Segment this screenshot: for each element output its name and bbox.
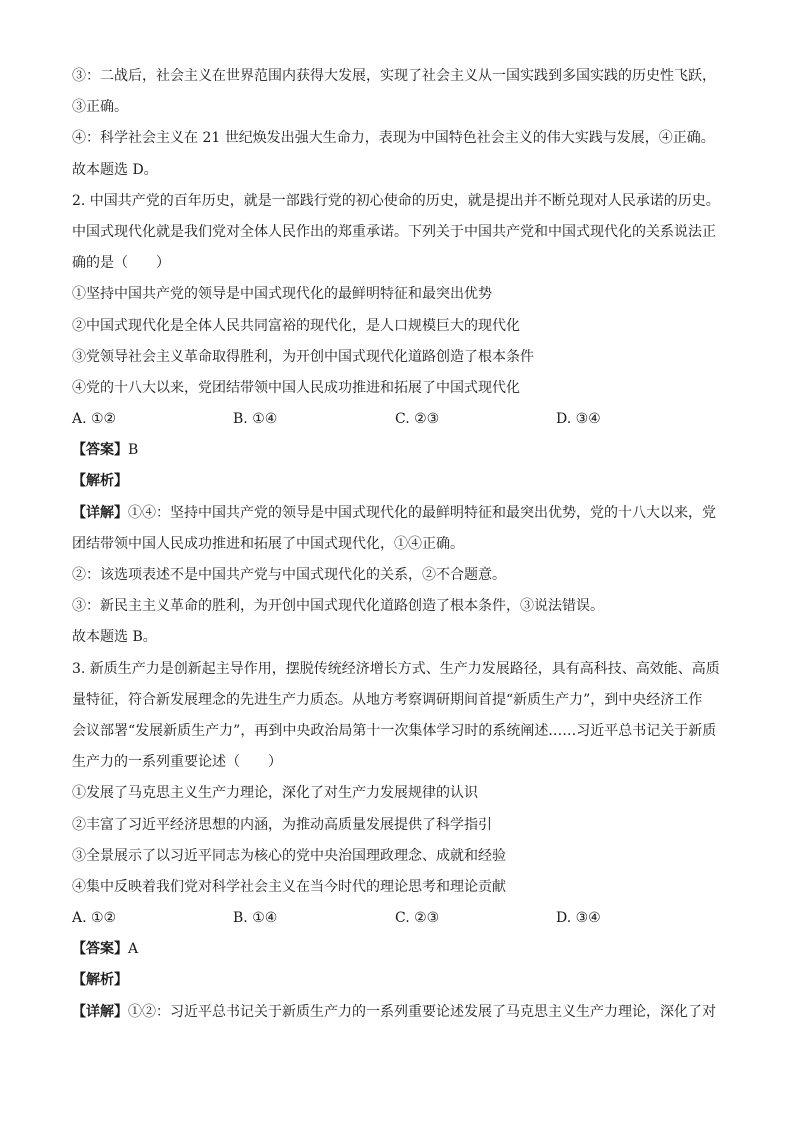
question-stem-line: 会议部署“发展新质生产力”，再到中央政治局第十一次集体学习时的系统阐述……习近平总书记关于新质	[72, 722, 717, 739]
statement-option: ①发展了马克思主义生产力理论，深化了对生产力发展规律的认识	[72, 785, 478, 802]
answer-tag: 【答案】	[72, 442, 128, 459]
question-2	[72, 186, 732, 654]
text-line: ③正确。	[72, 99, 128, 116]
detail-line: 故本题选 B。	[72, 629, 157, 646]
choice-a: A. ①②	[72, 411, 117, 428]
statement-option: ④党的十八大以来，党团结带领中国人民成功推进和拓展了中国式现代化	[72, 379, 520, 396]
detail-line	[72, 997, 732, 1028]
answer-value: B	[128, 442, 139, 459]
choice-d: D. ③④	[556, 411, 601, 428]
answer-value: A	[128, 941, 139, 958]
question-stem-line: 中国式现代化就是我们党对全体人民作出的郑重承诺。下列关于中国共产党和中国式现代化的关系说法正	[72, 223, 716, 240]
answer-choices	[72, 404, 732, 435]
choice-d: D. ③④	[556, 910, 601, 927]
statement-option: ②丰富了习近平经济思想的内涵，为推动高质量发展提供了科学指引	[72, 816, 492, 833]
detail-text: ①④：坚持中国共产党的领导是中国式现代化的最鲜明特征和最突出优势，党的十八大以来，党	[128, 504, 716, 521]
choice-a: A. ①②	[72, 910, 117, 927]
analysis-tag: 【解析】	[72, 972, 128, 989]
choice-c: C. ②③	[395, 411, 440, 428]
choice-b: B. ①④	[233, 910, 278, 927]
text-line: ④：科学社会主义在 21 世纪焕发出强大生命力，表现为中国特色社会主义的伟大实践与发展，④正确。	[72, 130, 715, 147]
question-stem-line: 确的是（ ）	[72, 255, 170, 272]
detail-line: 团结带领中国人民成功推进和拓展了中国式现代化，①④正确。	[72, 535, 464, 552]
answer-choices	[72, 903, 732, 934]
answer-tag: 【答案】	[72, 941, 128, 958]
answer-line	[72, 934, 732, 965]
statement-option: ①坚持中国共产党的领导是中国式现代化的最鲜明特征和最突出优势	[72, 286, 492, 303]
answer-line	[72, 435, 732, 466]
statement-option: ③全景展示了以习近平同志为核心的党中央治国理政理念、成就和经验	[72, 847, 506, 864]
choice-b: B. ①④	[233, 411, 278, 428]
statement-option: ④集中反映着我们党对科学社会主义在当今时代的理论思考和理论贡献	[72, 878, 506, 895]
question-stem-line: 生产力的一系列重要论述（ ）	[72, 754, 282, 771]
analysis-tag: 【解析】	[72, 473, 128, 490]
statement-option: ③党领导社会主义革命取得胜利，为开创中国式现代化道路创造了根本条件	[72, 348, 534, 365]
detail-tag: 【详解】	[72, 504, 128, 521]
question-stem-line: 3. 新质生产力是创新起主导作用，摆脱传统经济增长方式、生产力发展路径，具有高科技、高效能、高质	[72, 660, 720, 677]
detail-text: ①②：习近平总书记关于新质生产力的一系列重要论述发展了马克思主义生产力理论，深化了对	[128, 1003, 716, 1020]
statement-option: ②中国式现代化是全体人民共同富裕的现代化，是人口规模巨大的现代化	[72, 317, 520, 334]
detail-line	[72, 498, 732, 529]
text-line: 故本题选 D。	[72, 161, 158, 178]
detail-line: ②：该选项表述不是中国共产党与中国式现代化的关系，②不合题意。	[72, 567, 506, 583]
previous-analysis	[72, 61, 732, 186]
detail-tag: 【详解】	[72, 1003, 128, 1020]
question-stem-line: 量特征，符合新发展理念的先进生产力质态。从地方考察调研期间首提“新质生产力”，到中央经济工作	[72, 691, 703, 708]
question-3	[72, 654, 732, 1028]
choice-c: C. ②③	[395, 910, 440, 927]
detail-line: ③：新民主主义革命的胜利，为开创中国式现代化道路创造了根本条件，③说法错误。	[72, 598, 604, 615]
text-line: ③：二战后，社会主义在世界范围内获得大发展，实现了社会主义从一国实践到多国实践的历史性飞跃，	[72, 68, 716, 84]
question-stem-line: 2. 中国共产党的百年历史，就是一部践行党的初心使命的历史，就是提出并不断兑现对人民承诺的历史。	[72, 192, 720, 209]
document-body	[72, 61, 732, 1028]
